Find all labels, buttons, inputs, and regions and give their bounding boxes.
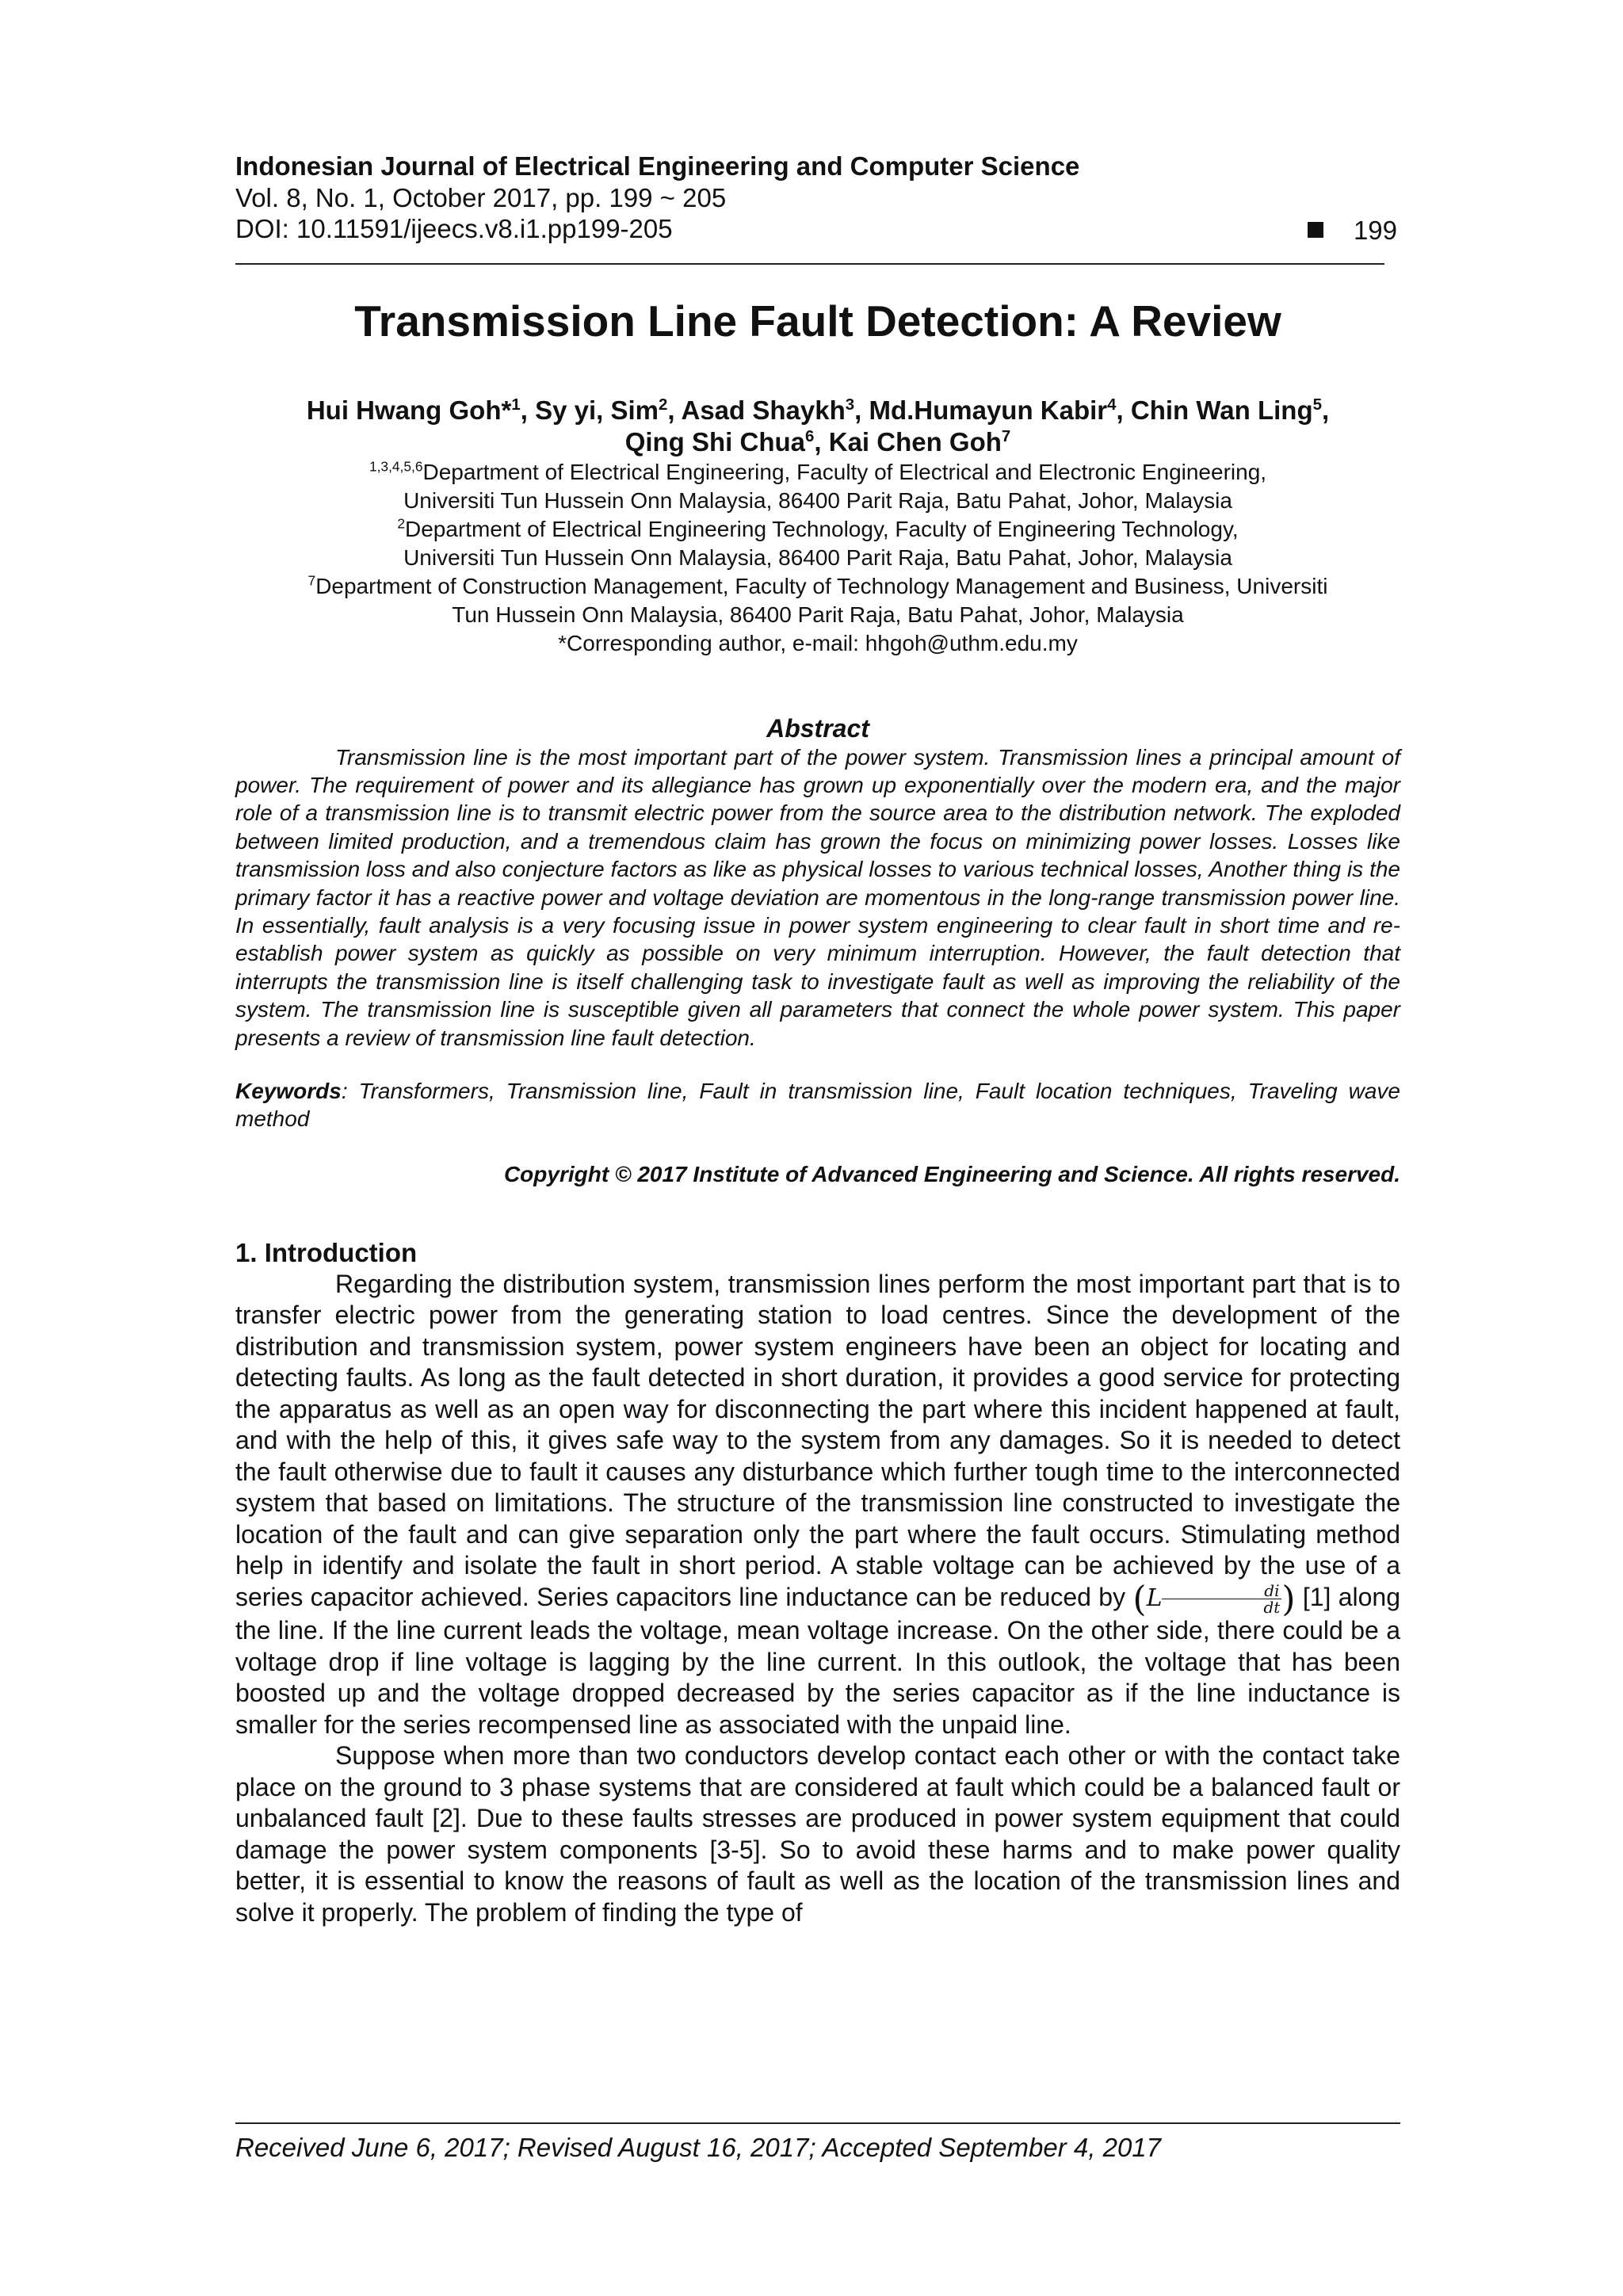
received-dates: Received June 6, 2017; Revised August 16, 2017; Accepted September 4, 2017 (235, 2133, 1162, 2162)
author-sup: 5 (1312, 395, 1322, 414)
affiliation-2-line-2: Universiti Tun Hussein Onn Malaysia, 86400 Parit Raja, Batu Pahat, Johor, Malaysia (403, 544, 1232, 570)
copyright-notice: Copyright © 2017 Institute of Advanced Engineering and Science. All rights reserved. (503, 1161, 1400, 1186)
keywords-label: Keywords (235, 1078, 342, 1103)
affiliation-text: Department of Electrical Engineering Technology, Faculty of Engineering Technology, (405, 516, 1239, 541)
abstract-text: Transmission line is the most important part of the power system. Transmission lines a principal amount of power. The requirement of power and its allegiance has grown up exponentially over the modern era, and the major role of a transmission line is to transmit electric power from the source area to the distribution network. The exploded between limited production, and a tremendous claim has grown the focus on minimizing power losses. Losses like transmission loss and also conjecture factors as like as physical losses to various technical losses, Another thing is the primary factor it has a reactive power and voltage deviation are momentous in the long-range transmission power line. In essentially, fault analysis is a very focusing issue in power system engineering to clear fault in short time and re-establish power system as quickly as possible on very minimum interruption. However, the fault detection that interrupts the transmission line is itself challenging task to investigate fault as well as improving the reliability of the system. The transmission line is susceptible given all parameters that connect the whole power system. This paper presents a review of transmission line fault detection. (235, 744, 1400, 1050)
author-sup: 6 (805, 426, 815, 445)
keywords-text: : Transformers, Transmission line, Fault in transmission line, Fault location techniques, Traveling wave method (235, 1078, 1400, 1132)
author-line-1: Hui Hwang Goh*$^1$, Sy yi, Sim$^2$, Asad Shaykh$^3$, Md.Humayun Kabir$^4$, Chin Wan Ling$^5$, (306, 395, 1330, 425)
paper-title: Transmission Line Fault Detection: A Review (354, 296, 1281, 346)
page-number: 199 (1353, 215, 1397, 245)
abstract-heading: Abstract (766, 713, 869, 743)
affiliation-1-line-2: Universiti Tun Hussein Onn Malaysia, 86400 Parit Raja, Batu Pahat, Johor, Malaysia (403, 487, 1232, 513)
doi-row (235, 213, 1400, 246)
author-name: Kai Chen Goh (828, 426, 1002, 457)
affiliation-text: Department of Construction Management, Faculty of Technology Management and Business, Universiti (315, 573, 1328, 598)
page-number-group (1308, 215, 1400, 246)
author-sup: 1 (511, 395, 521, 414)
intro-paragraph-1 (235, 1269, 1400, 1741)
author-name: Md.Humayun Kabir (869, 395, 1108, 425)
affiliation-sup: 2 (397, 515, 405, 532)
doi: DOI: 10.11591/ijeecs.v8.i1.pp199-205 (235, 214, 673, 243)
corresponding-author: *Corresponding author, e-mail: hhgoh@uthm.edu.my (558, 630, 1078, 655)
affiliation-sup: 1,3,4,5,6 (369, 458, 423, 475)
math-denominator: dt (1263, 1598, 1281, 1618)
author-line-2: Qing Shi Chua$^6$, Kai Chen Goh$^7$ (624, 426, 1011, 457)
volume-info: Vol. 8, No. 1, October 2017, pp. 199 ~ 205 (235, 183, 727, 212)
intro-p1-text-before: Regarding the distribution system, transmission lines perform the most important part that is to transfer electric power from the generating station to load centres. Since the development of the distribution and transmission system, power system engineers have been an object for locating and detecting faults. As long as the fault detected in short duration, it provides a good service for protecting the apparatus as well as an open way for disconnecting the part where this incident happened at fault, and with the help of this, it gives safe way to the system from any damages. So it is needed to detect the fault otherwise due to fault it causes any disturbance which further tough time to the interconnected system that based on limitations. The structure of the transmission line constructed to investigate the location of the fault and can give separation only the part where the fault occurs. Stimulating method help in identify and isolate the fault in short period. A stable voltage can be achieved by the use of a series capacitor achieved. Series capacitors line inductance can be reduced by (235, 1269, 1400, 1611)
affiliation-3-line-2: Tun Hussein Onn Malaysia, 86400 Parit Raja, Batu Pahat, Johor, Malaysia (452, 602, 1184, 627)
author-name: Chin Wan Ling (1130, 395, 1313, 425)
footer-rule (235, 2122, 1400, 2124)
intro-paragraph-2: Suppose when more than two conductors develop contact each other or with the contact take place on the ground to 3 phase systems that are considered at fault which could be a balanced fault or unbalanced fault [2]. Due to these faults stresses are produced in power system equipment that could damage the power system components [3-5]. So to avoid these harms and to make power quality better, it is essential to know the reasons of fault as well as the location of the transmission lines and solve it properly. The problem of finding the type of (235, 1741, 1400, 1927)
affiliation-1-line-1 (235, 458, 1400, 487)
affiliation-3-line-1 (235, 572, 1400, 601)
affiliation-text: Department of Electrical Engineering, Faculty of Electrical and Electronic Engineering, (422, 459, 1267, 484)
math-fraction (1162, 1581, 1281, 1618)
intro-p1-text-after: [1] along the line. If the line current leads the voltage, mean voltage increase. On the other side, there could be a voltage drop if line voltage is lagging by the line current. In this outlook, the voltage that has been boosted up and the voltage dropped decreased by the series capacitor as if the line inductance is smaller for the series recompensed line as associated with the unpaid line. (235, 1582, 1400, 1739)
affiliations (235, 458, 1400, 658)
page-content (235, 151, 1400, 1928)
keywords (235, 1077, 1400, 1133)
author-list (235, 395, 1400, 458)
author-sup: 4 (1107, 395, 1117, 414)
author-sup: 2 (658, 395, 668, 414)
math-l: L (1146, 1584, 1163, 1612)
inductance-formula: (L $\frac{di}{dt}$ ) (1132, 1579, 1296, 1620)
page-footer (235, 2122, 1400, 2164)
math-numerator: di (1162, 1583, 1281, 1599)
affiliation-sup: 7 (307, 572, 316, 589)
section-heading-introduction: 1. Introduction (235, 1237, 418, 1267)
author-name: Qing Shi Chua (624, 426, 806, 457)
affiliation-2-line-1 (235, 515, 1400, 544)
author-sup: 3 (845, 395, 855, 414)
author-sup: 7 (1001, 426, 1011, 445)
author-name: Hui Hwang Goh* (306, 395, 512, 425)
author-name: Sy yi, Sim (535, 395, 659, 425)
square-bullet-icon (1308, 222, 1323, 238)
author-name: Asad Shaykh (681, 395, 846, 425)
journal-name: Indonesian Journal of Electrical Engineering and Computer Science (235, 151, 1080, 181)
header-rule (235, 263, 1384, 265)
running-header (235, 151, 1400, 265)
